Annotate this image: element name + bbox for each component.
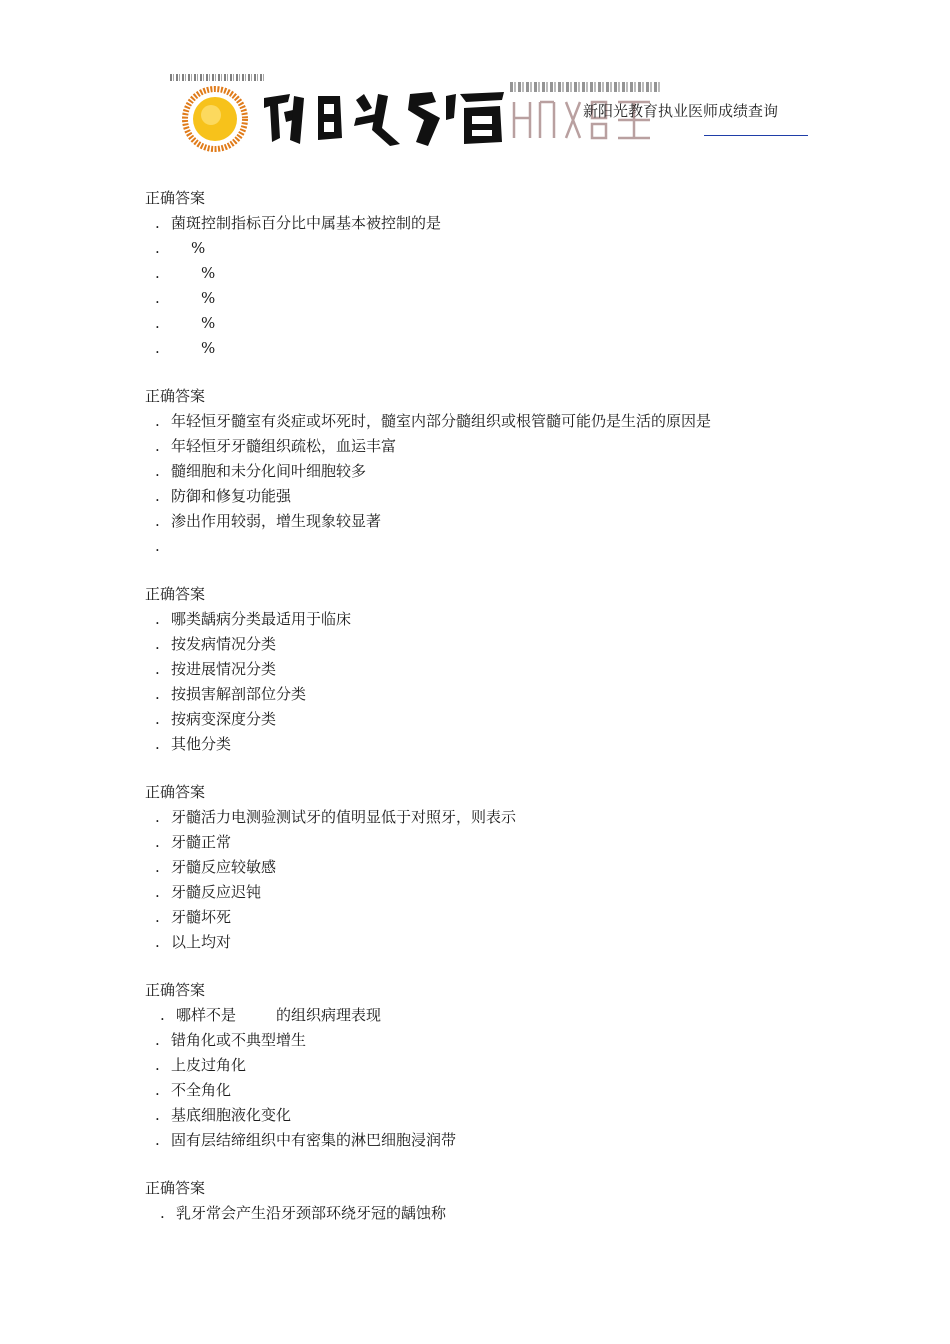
- option-item: . 按进展情况分类: [155, 660, 277, 678]
- stamp-caption-strip: [510, 82, 660, 92]
- option-item: . 其他分类: [155, 735, 232, 753]
- logo-caption-strip: [170, 74, 266, 81]
- question-stem: . 年轻恒牙髓室有炎症或坏死时，髓室内部分髓组织或根管髓可能仍是生活的原因是: [155, 412, 712, 430]
- correct-answer-label: 正确答案: [145, 981, 206, 999]
- option-item: . 上皮过角化: [155, 1056, 247, 1074]
- option-item: . 按发病情况分类: [155, 635, 277, 653]
- question-stem: . 哪类龋病分类最适用于临床: [155, 610, 352, 628]
- header-link-underline: [704, 135, 808, 136]
- question-block: [145, 186, 845, 361]
- option-item: . 髓细胞和未分化间叶细胞较多: [155, 462, 367, 480]
- correct-answer-label: 正确答案: [145, 387, 206, 405]
- option-item: . 基底细胞液化变化: [155, 1106, 292, 1124]
- correct-answer-label: 正确答案: [145, 189, 206, 207]
- sun-logo-icon: [182, 86, 248, 152]
- option-item: . 防御和修复功能强: [155, 487, 292, 505]
- question-stem: . 菌斑控制指标百分比中属基本被控制的是: [155, 214, 442, 232]
- option-item: . %: [155, 239, 206, 257]
- option-item: . 按病变深度分类: [155, 710, 277, 728]
- question-block: [145, 780, 845, 955]
- option-item: . 以上均对: [155, 933, 232, 951]
- question-block: [145, 384, 845, 559]
- question-stem: . 乳牙常会产生沿牙颈部环绕牙冠的龋蚀称: [160, 1204, 447, 1222]
- question-stem: . 哪样不是 的组织病理表现: [160, 1006, 382, 1024]
- option-item: . 牙髓反应较敏感: [155, 858, 277, 876]
- option-item: . %: [155, 264, 216, 282]
- option-item: . 年轻恒牙牙髓组织疏松，血运丰富: [155, 437, 397, 455]
- correct-answer-label: 正确答案: [145, 1179, 206, 1197]
- question-list: [145, 186, 845, 1249]
- option-item: . %: [155, 289, 216, 307]
- option-item: . 按损害解剖部位分类: [155, 685, 307, 703]
- question-block: [145, 582, 845, 757]
- header-link-score-query[interactable]: 新阳光教育执业医师成绩查询: [583, 102, 779, 120]
- question-block: [145, 978, 845, 1153]
- option-item: . 固有层结缔组织中有密集的淋巴细胞浸润带: [155, 1131, 457, 1149]
- page-header: [168, 70, 808, 160]
- option-item: . 牙髓反应迟钝: [155, 883, 262, 901]
- option-item: . %: [155, 339, 216, 357]
- brand-calligraphy-logo: [260, 88, 508, 148]
- option-item: . 渗出作用较弱，增生现象较显著: [155, 512, 382, 530]
- option-item: . 牙髓正常: [155, 833, 232, 851]
- correct-answer-label: 正确答案: [145, 783, 206, 801]
- option-item: .: [155, 537, 160, 555]
- option-item: . 错角化或不典型增生: [155, 1031, 307, 1049]
- question-block: [145, 1176, 845, 1226]
- correct-answer-label: 正确答案: [145, 585, 206, 603]
- option-item: . %: [155, 314, 216, 332]
- question-stem: . 牙髓活力电测验测试牙的值明显低于对照牙，则表示: [155, 808, 517, 826]
- option-item: . 不全角化: [155, 1081, 232, 1099]
- option-item: . 牙髓坏死: [155, 908, 232, 926]
